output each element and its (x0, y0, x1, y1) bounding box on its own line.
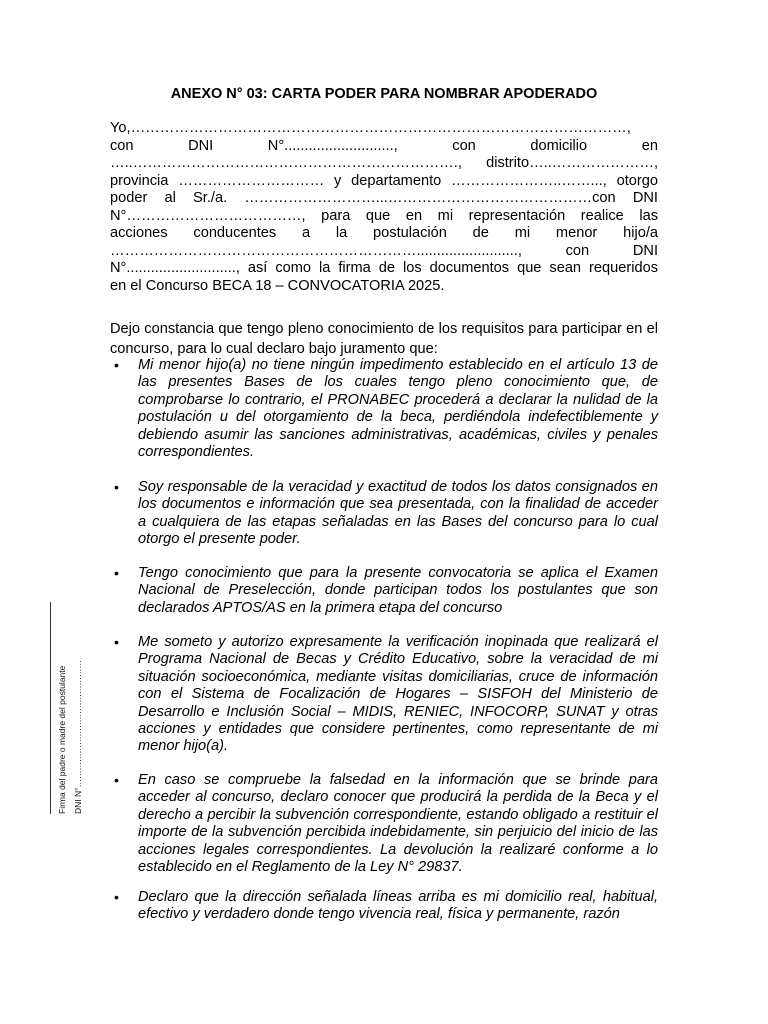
list-item-text: Soy responsable de la veracidad y exactitud de todos los datos consignados en los documentos e información que sea presentada, con la finalidad de acceder a cualquiera de las etapas señaladas en las Bases del concurso para lo cual otorgo el presente poder. (138, 479, 658, 548)
bullet-icon: • (114, 357, 119, 373)
list-item-text: Mi menor hijo(a) no tiene ningún impedimento establecido en el artículo 13 de las presentes Bases de los cuales tengo pleno conocimiento que, de comprobarse lo contrario, el PRONABEC procederá a declarar la nulidad de la postulación u del otorgamiento de la beca, perdiéndola indefectiblemente y debiendo asumir las sanciones administrativas, académicas, civiles y penales correspondientes. (138, 357, 658, 461)
bullet-icon: • (114, 565, 119, 581)
paragraph-word: con (110, 137, 134, 154)
list-item-text: Declaro que la dirección señalada líneas arriba es mi domicilio real, habitual, efectivo y verdadero donde tengo vivencia real, física y permanente, razón (138, 889, 658, 923)
paragraph-line: N°..........................., así como la firma de los documentos que sean requeridos (110, 260, 658, 276)
paragraph-line (110, 243, 658, 261)
paragraph-word: N°..........................., (267, 137, 398, 154)
list-item-text: Me someto y autorizo expresamente la verificación inopinada que realizará el Programa Nacional de Becas y Crédito Educativo, sobre la veracidad de mi situación socioeconómica, mediante visitas domiciliarias, cruce de información con el Sistema de Focalización de Hogares – SISFOH del Ministerio de Desarrollo e Inclusión Social – MIDIS, RENIEC, INFOCORP, SUNAT y otras acciones y entidades que considere pertinentes, como representante de mi menor hijo(a). (138, 634, 658, 755)
signature-label: Firma del padre o madre del postulante (57, 665, 67, 814)
paragraph-word: DNI (188, 137, 214, 154)
paragraph-word: con (565, 242, 590, 259)
list-item (110, 479, 658, 549)
paragraph-line: N°………………………………, para que en mi representación realice las (110, 207, 658, 224)
list-item (110, 357, 658, 461)
margin-signature-field (50, 602, 100, 814)
paragraph-line: en el Concurso BECA 18 – CONVOCATORIA 2025. (110, 277, 445, 294)
power-of-attorney-paragraph (110, 120, 658, 295)
list-item (110, 565, 658, 617)
document-title: ANEXO N° 03: CARTA PODER PARA NOMBRAR APODERADO (170, 86, 598, 102)
list-item (110, 772, 658, 876)
paragraph-word: ………………………………………………………........................., (110, 242, 522, 259)
paragraph-word: domicilio (530, 137, 588, 154)
bullet-icon: • (114, 634, 119, 650)
signature-label-block (54, 602, 98, 814)
bullet-icon: • (114, 772, 119, 788)
list-item-text: Tengo conocimiento que para la presente convocatoria se aplica el Examen Nacional de Preselección, donde participan todos los postulantes que son declarados APTOS/AS en la primera etapa del concurso (138, 565, 658, 616)
paragraph-line (110, 138, 658, 156)
paragraph-line: acciones conducentes a la postulación de mi menor hijo/a (110, 225, 658, 241)
paragraph-word: con (452, 137, 476, 154)
paragraph-line: …..…………………………………………………………., distrito…..…………………, (110, 155, 658, 171)
bullet-icon: • (114, 889, 119, 905)
paragraph-word: DNI (632, 242, 658, 259)
list-item (110, 889, 658, 924)
bullet-icon: • (114, 479, 119, 495)
paragraph-line: Yo,…………………………………………………………………………………………, (110, 120, 631, 136)
paragraph-line: provincia ………………………… y departamento …………………..……..., otorgo (110, 172, 658, 189)
paragraph-line: poder al Sr./a. ………………………...……………………………………con DNI (110, 190, 658, 206)
paragraph-word: en (641, 137, 658, 154)
signature-dni: DNI N°……………………………………… (73, 659, 83, 814)
signature-line (50, 602, 51, 814)
list-item (110, 634, 658, 756)
declaration-intro: Dejo constancia que tengo pleno conocimiento de los requisitos para participar en el concurso, para lo cual declaro bajo juramento que: (110, 320, 658, 357)
list-item-text: En caso se compruebe la falsedad en la información que se brinde para acceder al concurso, declaro conocer que producirá la perdida de la Beca y el derecho a percibir la subvención correspondiente, estando obligado a restituir el importe de la subvención percibida indebidamente, sin perjuicio del inicio de las acciones legales correspondientes. La devolución la realizaré conforme a lo establecido en el Reglamento de la Ley N° 29837. (138, 772, 658, 876)
